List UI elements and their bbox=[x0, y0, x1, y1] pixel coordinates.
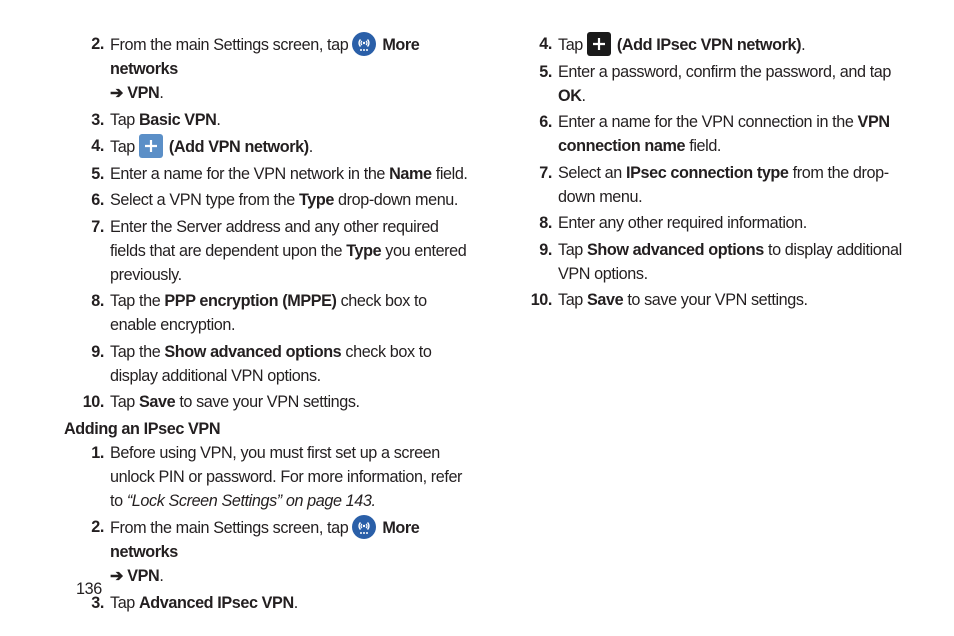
step-number: 3. bbox=[91, 593, 104, 612]
more-networks-icon bbox=[352, 32, 376, 56]
step-text: Tap the Show advanced options check box to display additional VPN options. bbox=[110, 342, 432, 385]
step-number: 4. bbox=[91, 137, 104, 155]
step-text: Tap Advanced IPsec VPN. bbox=[110, 593, 298, 612]
step-text: Tap Save to save your VPN settings. bbox=[558, 291, 808, 309]
step-4-basic bbox=[64, 134, 470, 159]
step-text: From the main Settings screen, tap More networks ➔ VPN. bbox=[104, 32, 470, 105]
step-number: 8. bbox=[91, 292, 104, 310]
step-9-ipsec bbox=[512, 238, 907, 286]
step-3-basic bbox=[64, 108, 470, 132]
step-5-basic bbox=[64, 162, 470, 186]
step-text: Enter any other required information. bbox=[558, 214, 807, 232]
step-3-ipsec bbox=[64, 591, 470, 615]
step-number: 8. bbox=[539, 214, 552, 232]
step-number: 7. bbox=[539, 163, 552, 182]
step-text: Enter a name for the VPN network in the Name field. bbox=[110, 164, 468, 183]
step-number: 2. bbox=[91, 35, 104, 53]
step-text: Tap Show advanced options to display additional VPN options. bbox=[558, 240, 902, 283]
step-text: Tap Basic VPN. bbox=[110, 110, 221, 129]
step-number: 10. bbox=[530, 291, 552, 309]
cross-reference-link[interactable]: “Lock Screen Settings” on page 143 bbox=[126, 491, 372, 510]
step-text: From the main Settings screen, tap More networks ➔ VPN. bbox=[104, 515, 470, 588]
step-text: Before using VPN, you must first set up a screen unlock PIN or password. For more information, refer to “Lock Screen Settings” on page 143. bbox=[110, 443, 463, 510]
step-1-ipsec bbox=[64, 441, 470, 513]
more-networks-icon bbox=[352, 515, 376, 539]
section-heading: Adding an IPsec VPN bbox=[64, 419, 221, 438]
step-number: 9. bbox=[539, 240, 552, 259]
step-8-ipsec bbox=[512, 211, 907, 235]
step-number: 6. bbox=[91, 191, 104, 209]
step-text: Select an IPsec connection type from the drop-down menu. bbox=[558, 163, 889, 206]
step-9-basic bbox=[64, 340, 470, 388]
step-text: Tap the PPP encryption (MPPE) check box to enable encryption. bbox=[110, 292, 427, 334]
step-text: Select a VPN type from the Type drop-down menu. bbox=[110, 191, 458, 209]
step-text: Tap Save to save your VPN settings. bbox=[110, 393, 360, 411]
step-10-ipsec bbox=[512, 288, 907, 312]
step-2-basic bbox=[64, 32, 470, 105]
step-4-ipsec bbox=[512, 32, 907, 57]
step-8-basic bbox=[64, 289, 470, 337]
page-number: 136 bbox=[76, 580, 102, 598]
step-number: 7. bbox=[91, 217, 104, 236]
step-text: Tap (Add VPN network). bbox=[104, 134, 470, 159]
add-icon bbox=[139, 134, 163, 158]
step-number: 6. bbox=[539, 113, 552, 131]
step-6-ipsec bbox=[512, 110, 907, 158]
step-number: 9. bbox=[91, 342, 104, 361]
step-text: Enter the Server address and any other required fields that are dependent upon the Type you entered previously. bbox=[110, 217, 467, 284]
step-number: 4. bbox=[539, 35, 552, 53]
step-7-ipsec bbox=[512, 161, 907, 209]
step-10-basic bbox=[64, 390, 470, 414]
step-7-basic bbox=[64, 215, 470, 287]
step-6-basic bbox=[64, 188, 470, 212]
step-text: Enter a name for the VPN connection in the VPN connection name field. bbox=[558, 113, 890, 155]
step-number: 2. bbox=[91, 518, 104, 536]
step-2-ipsec bbox=[64, 515, 470, 588]
step-5-ipsec bbox=[512, 60, 907, 108]
right-column bbox=[512, 32, 907, 315]
step-number: 10. bbox=[82, 393, 104, 411]
step-number: 5. bbox=[539, 62, 552, 81]
left-column bbox=[64, 32, 470, 617]
step-number: 1. bbox=[91, 443, 104, 462]
add-icon bbox=[587, 32, 611, 56]
step-number: 3. bbox=[91, 110, 104, 129]
step-text: Tap (Add IPsec VPN network). bbox=[552, 32, 907, 57]
step-text: Enter a password, confirm the password, and tap OK. bbox=[558, 62, 892, 105]
step-number: 5. bbox=[91, 164, 104, 183]
